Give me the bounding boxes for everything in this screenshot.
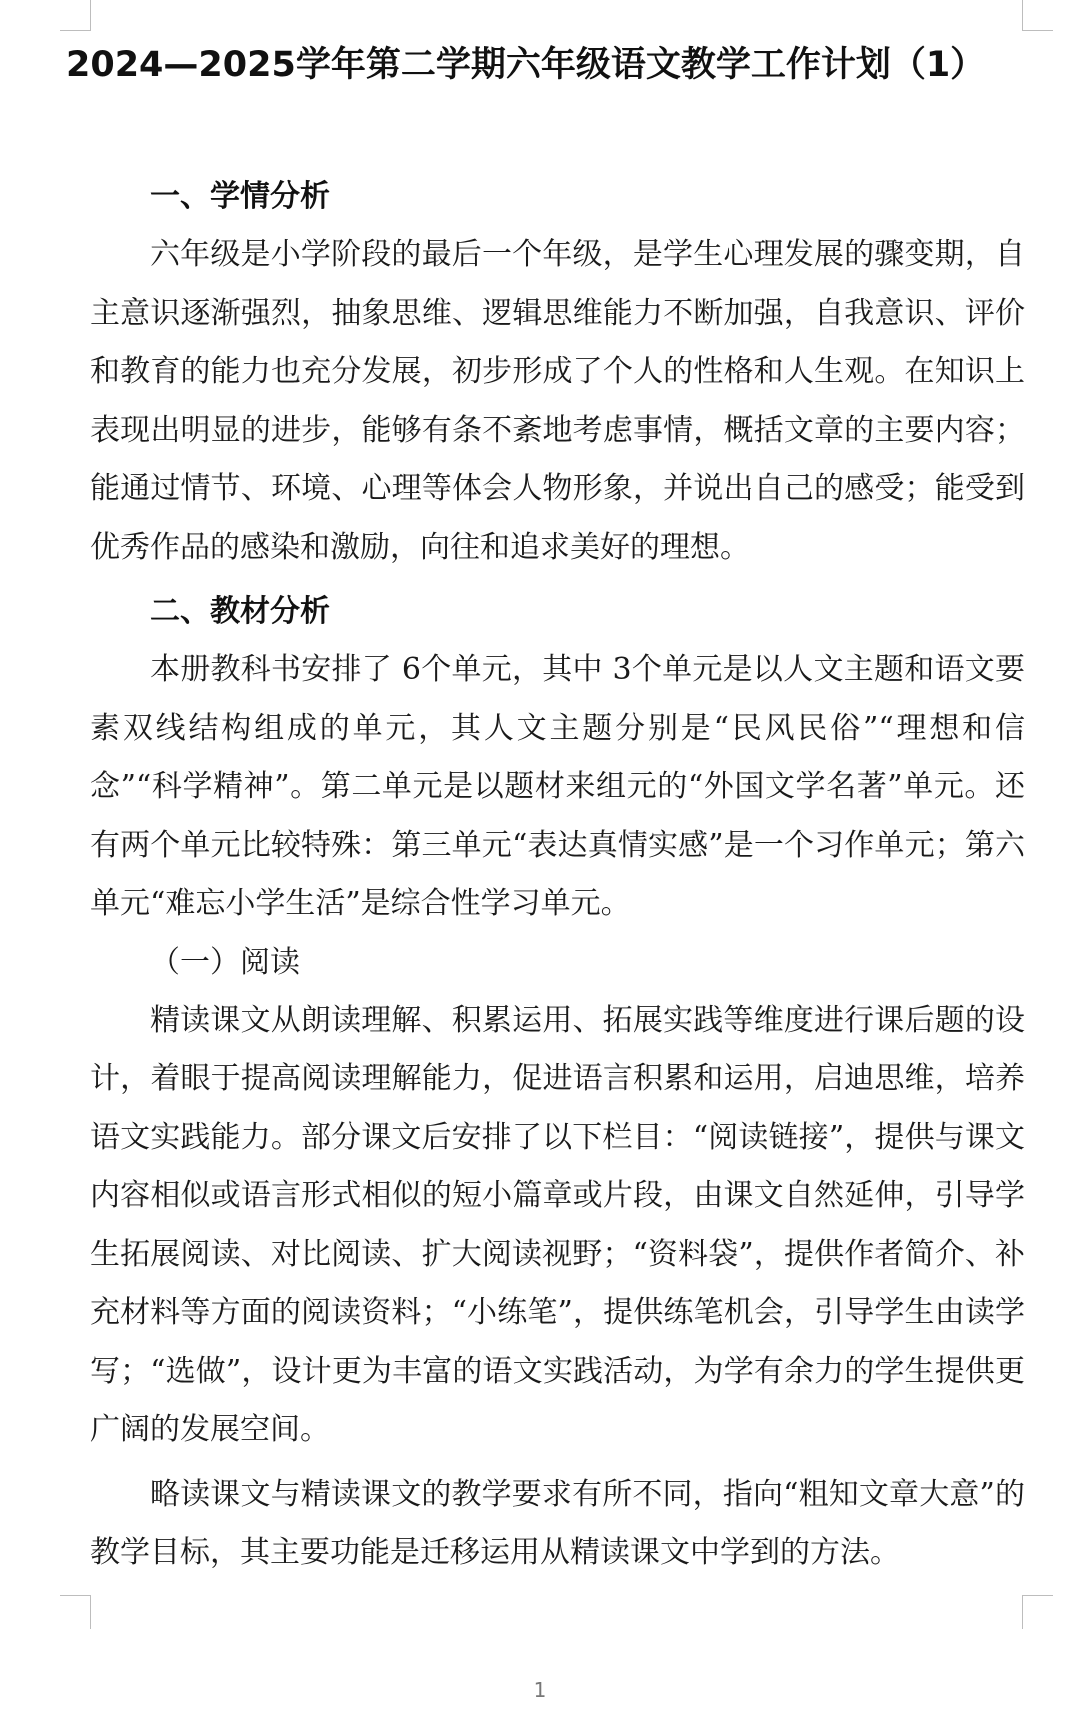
paragraph-student-analysis: 六年级是小学阶段的最后一个年级，是学生心理发展的骤变期，自主意识逐渐强烈，抽象思维、逻辑思维能力不断加强，自我意识、评价和教育的能力也充分发展，初步形成了个人的性格和人生观。在知识上表现出明显的进步，能够有条不紊地考虑事情，概括文章的主要内容；能通过情节、环境、心理等体会人物形象，并说出自己的感受；能受到优秀作品的感染和激励，向往和追求美好的理想。	[90, 237, 1025, 565]
crop-mark-top-right	[1022, 0, 1053, 31]
document-body	[90, 168, 1025, 1583]
paragraph-intensive-reading: 精读课文从朗读理解、积累运用、拓展实践等维度进行课后题的设计，着眼于提高阅读理解能力，促进语言积累和运用，启迪思维，培养语文实践能力。部分课文后安排了以下栏目：“阅读链接”，提供与课文内容相似或语言形式相似的短小篇章或片段，由课文自然延伸，引导学生拓展阅读、对比阅读、扩大阅读视野；“资料袋”，提供作者简介、补充材料等方面的阅读资料；“小练笔”，提供练笔机会，引导学生由读学写；“选做”，设计更为丰富的语文实践活动，为学有余力的学生提供更广阔的发展空间。	[90, 1002, 1025, 1447]
paragraph-textbook-overview: 本册教科书安排了 6个单元，其中 3个单元是以人文主题和语文要素双线结构组成的单元，其人文主题分别是“民风民俗”“理想和信念”“科学精神”。第二单元是以题材来组元的“外国文学名著”单元。还有两个单元比较特殊：第三单元“表达真情实感”是一个习作单元；第六单元“难忘小学生活”是综合性学习单元。	[90, 652, 1025, 921]
page-number: 1	[533, 1678, 547, 1702]
paragraph-skim-reading: 略读课文与精读课文的教学要求有所不同，指向“粗知文章大意”的教学目标，其主要功能是迁移运用从精读课文中学到的方法。	[90, 1476, 1025, 1570]
crop-mark-top-left	[60, 0, 91, 31]
section-heading-student-analysis: 一、学情分析	[150, 179, 330, 214]
document-title: 2024—2025学年第二学期六年级语文教学工作计划（1）	[66, 45, 986, 85]
crop-mark-bottom-left	[60, 1595, 91, 1629]
crop-mark-bottom-right	[1022, 1595, 1053, 1629]
section-heading-textbook-analysis: 二、教材分析	[150, 594, 330, 629]
subheading-reading: （一）阅读	[150, 944, 300, 980]
